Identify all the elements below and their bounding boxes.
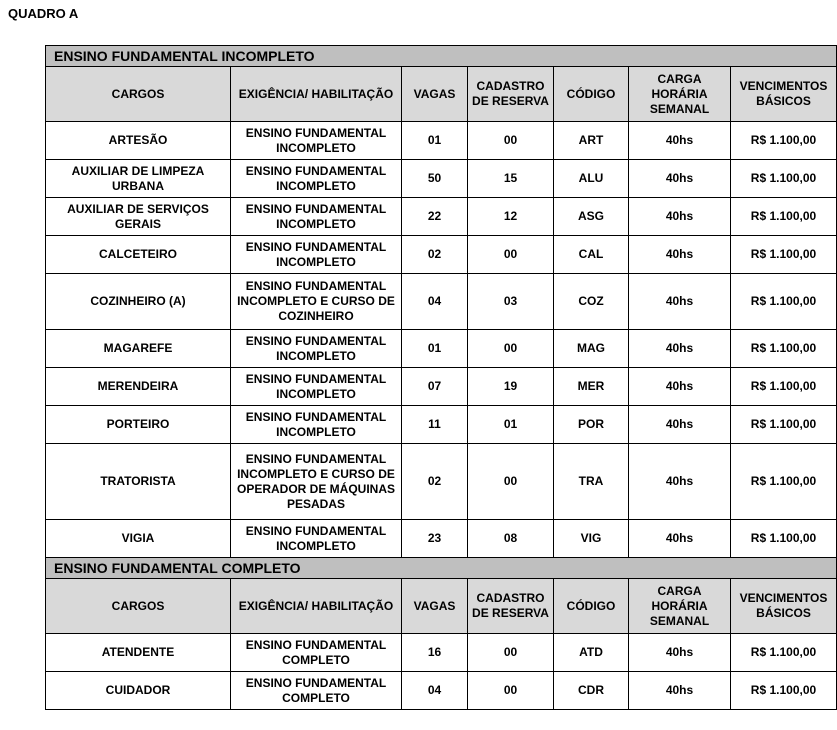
vacancies-cell: 23 <box>402 520 468 558</box>
table-row <box>46 236 837 274</box>
workload-cell: 40hs <box>629 406 731 444</box>
code-cell: POR <box>554 406 629 444</box>
header-code: CÓDIGO <box>554 579 629 634</box>
salary-cell: R$ 1.100,00 <box>731 274 837 330</box>
reserve-cell: 01 <box>468 406 554 444</box>
salary-cell: R$ 1.100,00 <box>731 444 837 520</box>
header-workload: CARGA HORÁRIA SEMANAL <box>629 579 731 634</box>
table-row <box>46 672 837 710</box>
reserve-cell: 00 <box>468 122 554 160</box>
vacancies-cell: 11 <box>402 406 468 444</box>
workload-cell: 40hs <box>629 236 731 274</box>
section-title: ENSINO FUNDAMENTAL COMPLETO <box>46 558 837 579</box>
salary-cell: R$ 1.100,00 <box>731 634 837 672</box>
salary-cell: R$ 1.100,00 <box>731 406 837 444</box>
requirement-cell: ENSINO FUNDAMENTAL INCOMPLETO <box>231 368 402 406</box>
code-cell: ATD <box>554 634 629 672</box>
requirement-cell: ENSINO FUNDAMENTAL COMPLETO <box>231 672 402 710</box>
table-row <box>46 406 837 444</box>
code-cell: COZ <box>554 274 629 330</box>
requirement-cell: ENSINO FUNDAMENTAL INCOMPLETO <box>231 122 402 160</box>
salary-cell: R$ 1.100,00 <box>731 198 837 236</box>
header-salary: VENCIMENTOS BÁSICOS <box>731 67 837 122</box>
vacancies-cell: 22 <box>402 198 468 236</box>
reserve-cell: 12 <box>468 198 554 236</box>
reserve-cell: 00 <box>468 634 554 672</box>
workload-cell: 40hs <box>629 274 731 330</box>
code-cell: MER <box>554 368 629 406</box>
cargo-cell: CALCETEIRO <box>46 236 231 274</box>
code-cell: ALU <box>554 160 629 198</box>
table-row <box>46 444 837 520</box>
requirement-cell: ENSINO FUNDAMENTAL INCOMPLETO <box>231 236 402 274</box>
header-salary: VENCIMENTOS BÁSICOS <box>731 579 837 634</box>
workload-cell: 40hs <box>629 368 731 406</box>
cargo-cell: MAGAREFE <box>46 330 231 368</box>
reserve-cell: 08 <box>468 520 554 558</box>
vacancies-cell: 02 <box>402 444 468 520</box>
code-cell: CDR <box>554 672 629 710</box>
header-requirement: EXIGÊNCIA/ HABILITAÇÃO <box>231 579 402 634</box>
requirement-cell: ENSINO FUNDAMENTAL INCOMPLETO E CURSO DE COZINHEIRO <box>231 274 402 330</box>
cargo-cell: COZINHEIRO (A) <box>46 274 231 330</box>
requirement-cell: ENSINO FUNDAMENTAL INCOMPLETO <box>231 198 402 236</box>
cargo-cell: MERENDEIRA <box>46 368 231 406</box>
reserve-cell: 03 <box>468 274 554 330</box>
table-row <box>46 634 837 672</box>
header-reserve: CADASTRO DE RESERVA <box>468 67 554 122</box>
reserve-cell: 19 <box>468 368 554 406</box>
reserve-cell: 00 <box>468 236 554 274</box>
reserve-cell: 00 <box>468 444 554 520</box>
vacancies-cell: 01 <box>402 122 468 160</box>
reserve-cell: 00 <box>468 330 554 368</box>
table-row <box>46 198 837 236</box>
section-header-row <box>46 46 837 67</box>
table-row <box>46 330 837 368</box>
cargo-cell: AUXILIAR DE SERVIÇOS GERAIS <box>46 198 231 236</box>
salary-cell: R$ 1.100,00 <box>731 330 837 368</box>
requirement-cell: ENSINO FUNDAMENTAL INCOMPLETO <box>231 160 402 198</box>
cargo-cell: CUIDADOR <box>46 672 231 710</box>
workload-cell: 40hs <box>629 634 731 672</box>
document-title: QUADRO A <box>8 6 79 21</box>
code-cell: VIG <box>554 520 629 558</box>
table-row <box>46 274 837 330</box>
workload-cell: 40hs <box>629 330 731 368</box>
requirement-cell: ENSINO FUNDAMENTAL INCOMPLETO <box>231 520 402 558</box>
table-row <box>46 160 837 198</box>
code-cell: ART <box>554 122 629 160</box>
section-title: ENSINO FUNDAMENTAL INCOMPLETO <box>46 46 837 67</box>
code-cell: ASG <box>554 198 629 236</box>
requirement-cell: ENSINO FUNDAMENTAL INCOMPLETO <box>231 330 402 368</box>
column-header-row <box>46 67 837 122</box>
vacancies-cell: 16 <box>402 634 468 672</box>
cargo-cell: VIGIA <box>46 520 231 558</box>
reserve-cell: 00 <box>468 672 554 710</box>
cargo-cell: AUXILIAR DE LIMPEZA URBANA <box>46 160 231 198</box>
workload-cell: 40hs <box>629 672 731 710</box>
column-header-row <box>46 579 837 634</box>
reserve-cell: 15 <box>468 160 554 198</box>
cargo-cell: TRATORISTA <box>46 444 231 520</box>
requirement-cell: ENSINO FUNDAMENTAL COMPLETO <box>231 634 402 672</box>
vacancies-cell: 04 <box>402 274 468 330</box>
code-cell: TRA <box>554 444 629 520</box>
salary-cell: R$ 1.100,00 <box>731 236 837 274</box>
salary-cell: R$ 1.100,00 <box>731 368 837 406</box>
header-vacancies: VAGAS <box>402 67 468 122</box>
requirement-cell: ENSINO FUNDAMENTAL INCOMPLETO <box>231 406 402 444</box>
table-row <box>46 520 837 558</box>
salary-cell: R$ 1.100,00 <box>731 672 837 710</box>
workload-cell: 40hs <box>629 444 731 520</box>
vacancies-cell: 04 <box>402 672 468 710</box>
cargo-cell: PORTEIRO <box>46 406 231 444</box>
table-row <box>46 368 837 406</box>
code-cell: MAG <box>554 330 629 368</box>
header-code: CÓDIGO <box>554 67 629 122</box>
requirement-cell: ENSINO FUNDAMENTAL INCOMPLETO E CURSO DE OPERADOR DE MÁQUINAS PESADAS <box>231 444 402 520</box>
header-workload: CARGA HORÁRIA SEMANAL <box>629 67 731 122</box>
vacancies-cell: 01 <box>402 330 468 368</box>
header-vacancies: VAGAS <box>402 579 468 634</box>
workload-cell: 40hs <box>629 122 731 160</box>
salary-cell: R$ 1.100,00 <box>731 520 837 558</box>
header-cargos: CARGOS <box>46 579 231 634</box>
header-cargos: CARGOS <box>46 67 231 122</box>
workload-cell: 40hs <box>629 160 731 198</box>
header-reserve: CADASTRO DE RESERVA <box>468 579 554 634</box>
salary-cell: R$ 1.100,00 <box>731 160 837 198</box>
vacancies-cell: 02 <box>402 236 468 274</box>
code-cell: CAL <box>554 236 629 274</box>
header-requirement: EXIGÊNCIA/ HABILITAÇÃO <box>231 67 402 122</box>
cargo-cell: ARTESÃO <box>46 122 231 160</box>
table-row <box>46 122 837 160</box>
vacancy-table <box>45 45 837 710</box>
workload-cell: 40hs <box>629 520 731 558</box>
vacancies-cell: 50 <box>402 160 468 198</box>
salary-cell: R$ 1.100,00 <box>731 122 837 160</box>
section-header-row <box>46 558 837 579</box>
workload-cell: 40hs <box>629 198 731 236</box>
vacancies-cell: 07 <box>402 368 468 406</box>
cargo-cell: ATENDENTE <box>46 634 231 672</box>
